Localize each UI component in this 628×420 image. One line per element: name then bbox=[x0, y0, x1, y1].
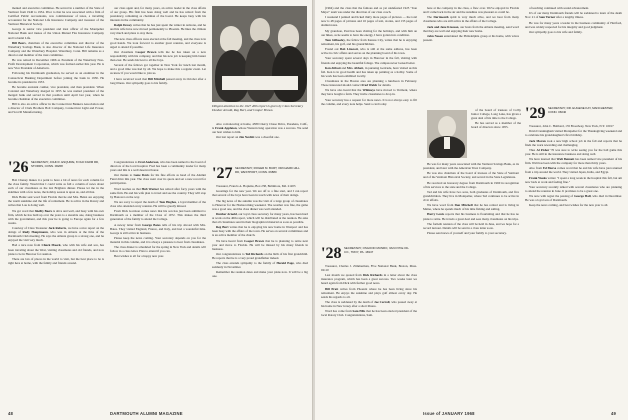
left-column-2-top: our class agent and, for many years, an active leader in the class affairs of our group. His firm has been doing well and he has retired from the presidency, remaining as chairman of the board. He keeps busy with his interests in the community. Ralph Dewey writes that he has just spent the winter in Arizona, and he and his wife have now moved permanently to Phoenix. He likes the climate very much and plans to stay there. The new class officers were elected at the fall meeting, and the class is in good hands. We look forward to another great reunion, and everyone is urged to attend if possible. Our classmate Cooper Brown tells me he has taken on a new responsibility with his company, and that his new job is keeping him busier than ever. He sends his best to all the boys. Several of the fellows got together in New York for lunch last month, and a good time was had by all. We hope to make this a regular event. Let us know if you would like to join us. I have received word that Bill Mitchell passed away in October after a long illness. Our sympathy goes to his family. bbox=[110, 6, 206, 85]
class-heading-1927 bbox=[212, 165, 300, 182]
left-column-3-bottom: Treasurer, Francis A. Hopkins, Box 238, Baltimore, Md. 21203 Greetings for the new year. We are off to a fine start, and I can report that several of the boys have been in touch with news of their doings. The big news of the autumn was the visit of a large group of classmates to Hanover for the Homecoming weekend. The weather was fine, the game was a good one, and the class dinner was well attended. Dunbar Arnold, our loyal class secretary for many years, has been hard at work on the 40th report, which will be distributed at the reunion. He asks that all classmates send in their biographical material as soon as possible. Reg Burt writes that he is enjoying his new home in Westport and has been busy with the affairs of the town. He serves on several committees and is an active member of the church. We have heard from Cooper Brown that he is planning to retire next year and move to Florida. He will be missed by his many friends in business. Our congratulations to Ted Richards on the birth of his first grandchild. He reports that he is a very proud grandfather indeed. The class extends sympathy to the family of Harold Page, who died suddenly in November. Remember the reunion dates and make your plans now. It will be a big one. bbox=[212, 184, 308, 279]
left-footer-title: DARTMOUTH ALUMNI MAGAZINE bbox=[110, 411, 183, 416]
right-page bbox=[315, 0, 628, 420]
right-column-1-top: (1964) and the class that the famous and as yet undefeated 1925 "Iron Major" team was under the direction of our class coach. I weekend I painted and licked thirty more pages of pictures — the total now is 48 pages of pictures and 16 pages of text, stories, and 133 pages of alumni notes. My grandson, Paul has been visiting for the holidays, and with him on our hikes, as he seems to have the energy, I have gotten into condition. Tom Gilhooley, the fellow from Kansas City, writes that he is enjoying retirement, his golf, and his grandchildren. Found out Bob Linscott, who is still at the same address, has been active in civic affairs and serves on the planning board of his town. Your secretary spent several days in Hanover in the fall, visiting with friends and enjoying the beautiful foliage. The campus never looked better. Ken Abbott and Mrs. Abbott, in pursuing Gertrude, have visited us this fall. Ken is in good health and has taken up painting as a hobby. Some of his work has been exhibited locally. Classmates in the Boston area are planning a luncheon in February. Those interested should contact Fred Walsh for details. We have also heard that the Whitneys have moved to Vermont, where they have bought a farm. They invite classmates to drop in. Your secretary has a request for more news. It is not always easy to fill the column, and every note helps. Send a card today. bbox=[321, 6, 417, 106]
right-column-3-bottom: Treasurer, John C. Hubbard, 135 Broadway, New York, N.Y. 10017 David Cunningham visited Montpelier for the Thanksgiving weekend and to celebrate his granddaughter's first birthday. Jack Moran took a new high school job in the fall and reports that he finds the work rewarding and challenging. Thus Al Fisher '76 was sure to write seeing you for the ball game this year. He is still in the insurance business and doing well. We have learned that Walt Bennett has been named vice president of his firm. Walt has been with the company for more than thirty years. Also from Ed Morse comes word that he and his wife have just returned from a trip around the world. They visited Japan, India, and Egypt. Frank Weeks writes: "I spent a long week in the hospital this fall, but am now back at work and feeling fine." Your secretary recently talked with several classmates who are planning to attend the reunion in June. It promises to be a great one. We note with regret the passing of George Hall, who died in December. He was a loyal son of Dartmouth. Keep the news coming, and best wishes for the new year to all. bbox=[525, 124, 622, 208]
class-year: '27 bbox=[212, 165, 233, 182]
class-secretary: SECRETARY, JOHN F. ESQUIRE, 8 OLD FARM RD, STORRS, CONN. 06268 bbox=[31, 160, 99, 168]
class-photo-1927 bbox=[212, 6, 307, 102]
class-heading-1929 bbox=[525, 105, 614, 122]
left-column-3-top: Also convalescing at home, 4589 Cherry Chase Drive, Pasadena, Calif., is Frank Appleton, whose Western lung operation was a success. We send our best wishes to him. Our last report on Jim Nesbitt was a cheerful one. bbox=[212, 122, 308, 140]
right-column-2-beside-portrait: of the board of trustees of Colby Junior College, Long Lake, has given a great deal of his time to the College. He has served as a member of the board of directors since 1955. bbox=[471, 108, 521, 130]
right-column-3-top: of teaching continued with sound advancement. It's of our many Dartmouth friends will be saddened to learn of the death Nov. 21 of Sam Turner after a lengthy illness. He was for many years a leader in the business community of Hartford, and was widely respected for his integrity and good judgment. Our sympathy goes to his wife and family. bbox=[525, 6, 622, 34]
page-number: 49 bbox=[611, 411, 617, 416]
right-column-2-top: here at the company in the class, a flew over. We've enjoyed in Florida and I came back in the air and the sunshine was pleasant as could be. The Dartmouth spirit is very much alive, and we hear from many classmates who are still active in the affairs of the College. Jack and Jane Kreeson, our hosts from the Atlanta meeting, send word that they are well and enjoying their new home. John Nason entertained the Philadelphia group at his home, with wives present. bbox=[423, 6, 519, 42]
classmate-portrait bbox=[427, 110, 467, 158]
class-secretary: SECRETARY, ROGER M. BURT, ORCHARD HILL RD, WESTPORT, CONN. 06880 bbox=[235, 166, 300, 174]
left-column-2-bottom: Congratulations to Fred Anderson, who has been named to the board of directors of the local hospital. Fred has been a community leader for many years and this is a well deserved honor. Our thanks to Gene Davis for his fine efforts as head of the Alumni Fund drive this year. The class went over its quota and set a new record for participation. Word reaches us that Hub Warner has retired after forty years with the same firm. He and his wife plan to travel and see the country. They will stop by Hanover on the way. We are sorry to report the death of Tom Hughes, a loyal member of the class who attended every reunion. He will be greatly missed. From Dick Garrison comes news that his son has just been admitted to Dartmouth as a member of the Class of 1972. This makes the third generation of the family to attend the College. A newsy letter from George Bates tells of his trip abroad with Mrs. Bates. They visited England, France, and Italy, and had a wonderful time. George is still active in business. Please keep the news coming. Your secretary depends on you for the material in this column, and it is always a pleasure to hear from classmates. The class dinner is scheduled for the spring in New York and details will follow in a class letter. Plan to attend if you can. Best wishes to all for a happy new year. bbox=[110, 160, 206, 259]
page-number: 48 bbox=[8, 411, 14, 416]
class-year: '26 bbox=[8, 159, 29, 176]
right-footer-title: Issue of JANUARY 1968 bbox=[423, 411, 475, 416]
photo-caption: Diligent attention to the 1927 40th report is given by Class Secretary Dunbar Arnold, Reg Burt, and Cooper Brown. bbox=[212, 104, 304, 113]
left-page bbox=[0, 0, 313, 420]
right-column-2-bottom: He was for many years associated with the Vermont Savings Bank, as its president, and later with the American Trust Company. He was also chairman of the board of trustees of the State of Vermont and of the Vermont Historical Society, and served in the State Legislature. He received an honorary degree from Dartmouth in 1960 in recognition of his services to the state and the College. Ted and his wife have two sons, both graduates of Dartmouth, and five grandchildren. They live in Montpelier, where Ted continues to be active in civic affairs. We have word from Don Mitchell that he has retired and is living in Maine, where he spends much of his time fishing and sailing. Harry Lewis reports that his business is flourishing and that he has no plans to retire. He travels a great deal and sees many classmates on his trips. The fortieth reunion of the class will be held in June, and we hope for a record turnout. Details will be sent in a class letter soon. Please send news of yourself and your family to your secretary. bbox=[423, 162, 519, 236]
class-secretary: SECRETARY, DR. EUGENE KAY, MANCHESTER, CONN. 06040 bbox=[548, 106, 614, 114]
right-page-footer bbox=[611, 411, 616, 416]
left-page-footer bbox=[8, 411, 13, 416]
class-heading-1928 bbox=[321, 245, 409, 262]
left-column-1-top: mented and executive committee. He served in a number of the State of Vermont from 1940 to 1954. Prior to that he was associated with a firm of Certified Public Accountants, was commissioner of taxes, a travelling accountant for the National Life Insurance Company and treasurer of the Vermont Historical Society. George is senior vice president and trust officer of the Montpelier National Bank and trustee of the Union Mutual Fire Insurance Company and Colonial Life. Bill Beers, chairman of the executive committee and director of the Waterbury Savings Bank, is also director of the National Life Insurance Company and the Waterbury Hospital. Waterbury, Conn. Bill remains as a director and member of the trust committee. He was retired in December 1966 as President of the Waterbury Non-Profit Development Corporation, which was formed earlier this year. He is now Vice President of Ameriacn. Following his Dartmouth graduation, he served as an examiner in the Connecticut Banking Department before joining the bank in 1930. He became its president in 1953. He became assistant cashier, vice president, and then president. When Colonial and Waterbury merged in 1955 he was named president of the merged bank and served in that position until April last year, when he became chairman of the executive committee. Bill is also an active officer in the Connecticut Bankers Association and a director of Clark Brothers Bolt Company, Connecticut Light and Power, and Scovill Manufacturing. bbox=[8, 6, 104, 115]
class-secretary: SECRETARY, OSGOOD MUNRO, VAN DYKE OIL CO., TROY, PA. 16947 bbox=[344, 246, 409, 254]
left-column-1-bottom: Bob Cheney makes it a point to have a bit of news for each column for the class family. Would that I could write as full a column of news about each of our classmates as the last Brighton dinner. Please let me in the sidelines with a few notes, the holiday season is upon us, and all that. Dick Heinz sent word from Florida that he and Mrs. Heinz are enjoying the warm sunshine and the life of retirement. He is active in the Rotary and writes that Lou is doing well. We got word that Shelby Beers is alive and well, and busy with his own firm, which he has built up over the years to a sizeable one, doing business with the government, and this year he is going to Europe again for a few weeks. Courtesy of Class Treasurer Jack Roberts, we have a nice report on the doings of Rudy Hauptmann, who was in Atlanta at the time of the Dartmouth Club meeting. He says the Atlanta group is a strong one, and he enjoyed the visit very much. Had a nice note from Chuck Maeck, who with his wife and son, has been traveling about the West, visiting classmates and old friends, and now plans to be in Hanover for reunion. There are lots of places in the world to visit, but the best place to be is right here at home, with the family and friends around. bbox=[8, 178, 104, 265]
class-year: '29 bbox=[525, 105, 546, 122]
class-year: '28 bbox=[321, 245, 342, 262]
class-heading-1926 bbox=[8, 159, 99, 176]
right-column-1-bottom: Treasurer, Charles J. Zimmerman, Five National Bank, Boston, Mass. 02110 Last month we quoted from Dick Richards in a letter about the class insurance program, which has been a great success. Two weeks later we heard again from Dick with further good news. Bill Pratt writes from Phoenix where he has been living since his retirement. He enjoys the sunshine and plays golf almost every day. He sends his regards to all. The class is saddened by the death of Joe Carroll, who passed away at his home in New Jersey after a short illness. Word has come from Sam Ellis that he has been elected president of the local Rotary Club. Congratulations, Sam. bbox=[321, 264, 417, 318]
